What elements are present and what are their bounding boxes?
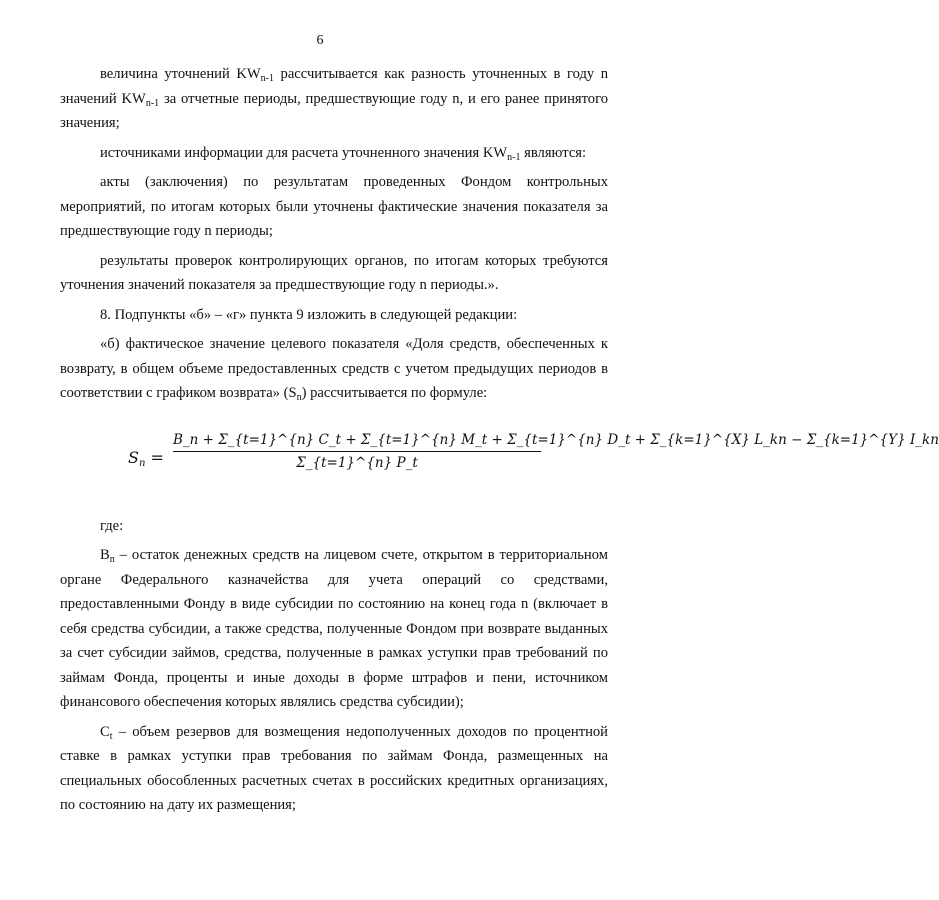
formula-denominator: [173, 452, 541, 471]
paragraph-item-8: 8. Подпункты «б» – «г» пункта 9 изложить в следующей редакции:: [100, 306, 518, 323]
text: – остаток денежных средств на лицевом счете, открытом в территориальном органе Федерального казначейства для учета операций со средствами, предоставленными Фонду в виде субсидии по состоянию на конец года n (включает в себя средства субсидии, а также средства, полученные Фондом при возврате выданных за счет субсидии займов, средства, полученные в рамках уступки прав требований по займам Фонда, проценты и иные доходы в форме штрафов и пени, источником финансового обеспечения которых являлись средства субсидии);: [60, 547, 608, 710]
text: величина уточнений KW: [100, 66, 261, 82]
text: B: [100, 547, 110, 563]
text: источниками информации для расчета уточненного значения KW: [100, 144, 508, 161]
document-body: [60, 62, 939, 818]
subscript: n-1: [260, 73, 274, 84]
subscript: n: [296, 392, 302, 403]
text: C: [100, 723, 110, 740]
text: «б) фактическое значение целевого показателя «Доля средств, обеспеченных к возврату, в общем объеме предоставленных средств с учетом предыдущих периодов в соответствии с графиком возврата» (S: [60, 336, 608, 401]
page-number: 6: [316, 33, 324, 48]
paragraph-where: где:: [100, 517, 124, 534]
paragraph-info-sources: [60, 141, 608, 166]
paragraph-kw-definition: [60, 62, 608, 136]
paragraph-ct-definition: [60, 720, 608, 818]
text: являются:: [520, 144, 587, 161]
text: ) рассчитывается по формуле:: [301, 385, 488, 401]
formula-numerator-text: B_n + Σ_{t=1}^{n} C_t + Σ_{t=1}^{n} M_t + Σ_{t=1}^{n} D_t + Σ_{k=1}^{X} L_kn − Σ_{k=1}^{Y} I_kn: [173, 431, 939, 448]
subscript: t: [109, 730, 113, 742]
paragraph-indicator-b: [60, 332, 608, 406]
text: – объем резервов для возмещения недополученных доходов по процентной ставке в рамках уступки прав требования по займам Фонда, размещенных на специальных обособленных расчетных счетах в российских кредитных организациях, по состоянию на дату их размещения;: [60, 723, 608, 813]
subscript: n-1: [145, 97, 160, 109]
formula-numerator: [173, 431, 939, 451]
paragraph-inspections: результаты проверок контролирующих органов, по итогам которых требуются уточнения значений показателя за предшествующие году n периоды.».: [60, 252, 608, 293]
formula-denominator-text: Σ_{t=1}^{n} P_t: [296, 454, 418, 471]
formula: [60, 420, 939, 506]
text: рассчитывается как разность уточненных в году n значений KW: [60, 66, 608, 107]
subscript: n-1: [507, 151, 521, 163]
text: за отчетные периоды, предшествующие году n, и его ранее принятого значения;: [60, 90, 608, 131]
paragraph-bn-definition: [60, 543, 608, 715]
formula-lhs-subscript: n: [138, 457, 146, 469]
subscript: n: [109, 554, 115, 565]
paragraph-acts: акты (заключения) по результатам проведенных Фондом контрольных мероприятий, по итогам которых были уточнены фактические значения показателя за предшествующие году n периоды;: [60, 174, 608, 239]
formula-lhs: [128, 448, 164, 467]
formula-fraction: [173, 431, 939, 471]
formula-lhs-symbol: S: [128, 447, 139, 467]
formula-equals: =: [145, 447, 164, 467]
